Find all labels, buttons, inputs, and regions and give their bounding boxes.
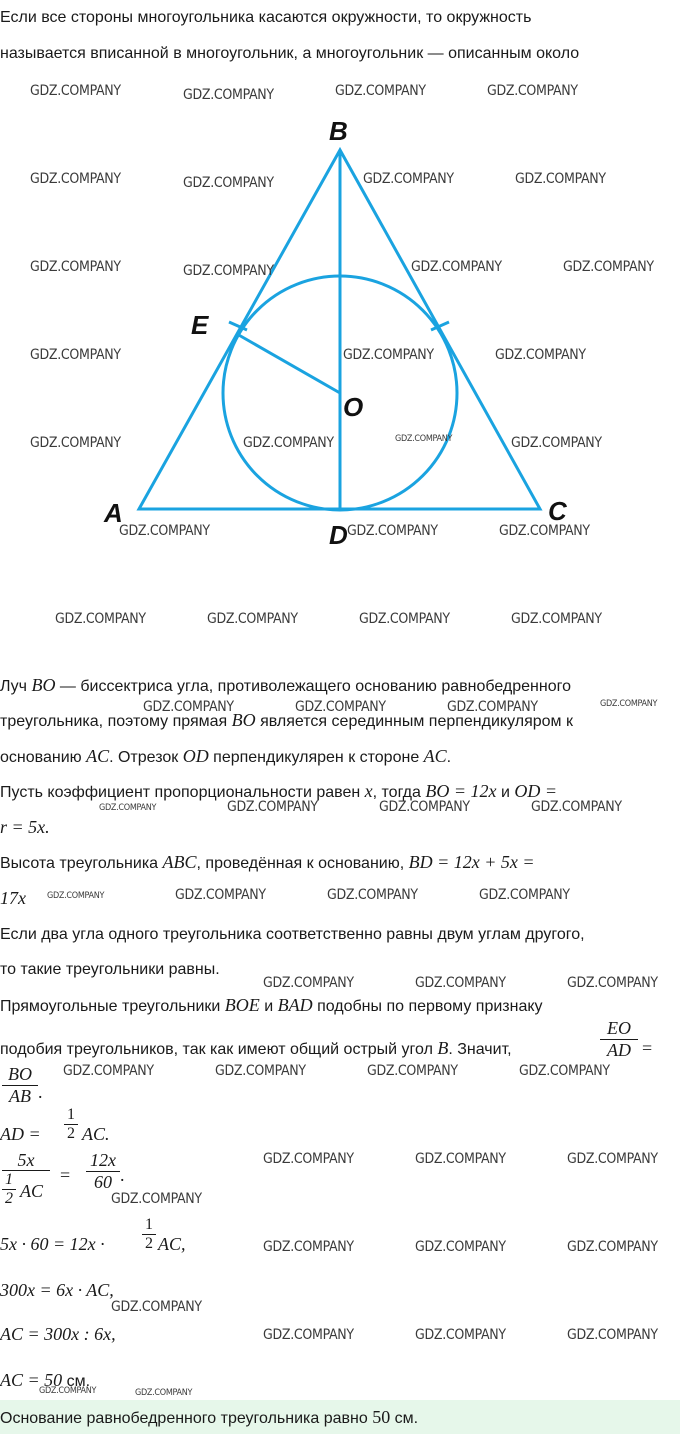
- watermark-text: GDZ.COMPANY: [415, 1327, 506, 1343]
- solution-line-4: Пусть коэффициент пропорциональности равен x, тогда BO = 12x и OD =: [0, 781, 557, 801]
- watermark-text: GDZ.COMPANY: [415, 975, 506, 991]
- eq3-right-fraction: 12x 60: [86, 1150, 120, 1193]
- watermark-text-small: GDZ.COMPANY: [47, 891, 105, 901]
- watermark-text: GDZ.COMPANY: [343, 347, 434, 363]
- fraction-eo-ad: EO AD: [600, 1018, 638, 1061]
- solution-line-10: Прямоугольные треугольники BOE и BAD подобны по первому признаку: [0, 995, 543, 1015]
- watermark-text: GDZ.COMPANY: [215, 1063, 306, 1079]
- watermark-text: GDZ.COMPANY: [175, 887, 266, 903]
- watermark-text: GDZ.COMPANY: [567, 975, 658, 991]
- watermark-text: GDZ.COMPANY: [30, 347, 121, 363]
- eq-ad-right: AC.: [82, 1124, 110, 1144]
- watermark-text: GDZ.COMPANY: [567, 1151, 658, 1167]
- eq6: AC = 300x : 6x,: [0, 1324, 116, 1344]
- watermark-text: GDZ.COMPANY: [499, 523, 590, 539]
- solution-line-3: основанию AC. Отрезок OD перпендикулярен к стороне AC.: [0, 746, 452, 766]
- watermark-text: GDZ.COMPANY: [487, 83, 578, 99]
- watermark-text: GDZ.COMPANY: [30, 83, 121, 99]
- watermark-text: GDZ.COMPANY: [519, 1063, 610, 1079]
- watermark-text: GDZ.COMPANY: [263, 1151, 354, 1167]
- label-b: B: [329, 116, 348, 146]
- fraction-bo-ab-tail: .: [38, 1082, 43, 1102]
- watermark-text: GDZ.COMPANY: [111, 1299, 202, 1315]
- watermark-text: GDZ.COMPANY: [183, 263, 274, 279]
- solution-line-11: подобия треугольников, так как имеют общий острый угол B. Значит,: [0, 1038, 512, 1058]
- watermark-text: GDZ.COMPANY: [327, 887, 418, 903]
- theorem-line-1: Если два угла одного треугольника соответственно равны двум углам другого,: [0, 926, 585, 943]
- watermark-text: GDZ.COMPANY: [367, 1063, 458, 1079]
- fraction-bo-ab: BO AB: [2, 1064, 38, 1107]
- label-o: O: [343, 392, 364, 422]
- watermark-text: GDZ.COMPANY: [295, 699, 386, 715]
- solution-line-7: 17x: [0, 888, 26, 908]
- answer-text: Основание равнобедренного треугольника равно 50 см.: [0, 1407, 419, 1427]
- watermark-text: GDZ.COMPANY: [263, 1327, 354, 1343]
- watermark-text: GDZ.COMPANY: [479, 887, 570, 903]
- eq-ad-half: 1 2: [64, 1106, 78, 1143]
- solution-line-2: треугольника, поэтому прямая BO является серединным перпендикуляром к: [0, 710, 573, 730]
- watermark-text-small: GDZ.COMPANY: [39, 1386, 97, 1396]
- watermark-text: GDZ.COMPANY: [347, 523, 438, 539]
- watermark-text: GDZ.COMPANY: [243, 435, 334, 451]
- watermark-text: GDZ.COMPANY: [359, 611, 450, 627]
- watermark-text: GDZ.COMPANY: [63, 1063, 154, 1079]
- intro-line-2: называется вписанной в многоугольник, а многоугольник — описанным около: [0, 45, 580, 62]
- watermark-text: GDZ.COMPANY: [119, 523, 210, 539]
- watermark-text-small: GDZ.COMPANY: [395, 434, 453, 444]
- watermark-text-small: GDZ.COMPANY: [135, 1388, 193, 1398]
- watermark-text: GDZ.COMPANY: [183, 175, 274, 191]
- eq3-tail: .: [120, 1165, 125, 1185]
- watermark-text-small: GDZ.COMPANY: [600, 699, 658, 709]
- watermark-text: GDZ.COMPANY: [30, 171, 121, 187]
- eq4-half: 1 2: [142, 1216, 156, 1253]
- eq4-right: AC,: [158, 1234, 186, 1254]
- eq4-left: 5x · 60 = 12x ·: [0, 1234, 105, 1254]
- watermark-text: GDZ.COMPANY: [30, 435, 121, 451]
- watermark-text: GDZ.COMPANY: [415, 1151, 506, 1167]
- watermark-text: GDZ.COMPANY: [363, 171, 454, 187]
- watermark-text: GDZ.COMPANY: [143, 699, 234, 715]
- label-a: A: [104, 498, 123, 528]
- watermark-text: GDZ.COMPANY: [111, 1191, 202, 1207]
- solution-line-5: r = 5x.: [0, 817, 50, 837]
- watermark-text: GDZ.COMPANY: [30, 259, 121, 275]
- segment-oe: [237, 334, 340, 393]
- watermark-text: GDZ.COMPANY: [447, 699, 538, 715]
- watermark-text: GDZ.COMPANY: [227, 799, 318, 815]
- watermark-text: GDZ.COMPANY: [511, 435, 602, 451]
- watermark-text-small: GDZ.COMPANY: [99, 803, 157, 813]
- eq7: AC = 50 см.: [0, 1370, 91, 1390]
- intro-line-1: Если все стороны многоугольника касаются окружности, то окружность: [0, 9, 532, 26]
- watermark-text: GDZ.COMPANY: [183, 87, 274, 103]
- watermark-text: GDZ.COMPANY: [335, 83, 426, 99]
- watermark-text: GDZ.COMPANY: [55, 611, 146, 627]
- watermark-text: GDZ.COMPANY: [379, 799, 470, 815]
- watermark-text: GDZ.COMPANY: [563, 259, 654, 275]
- watermark-text: GDZ.COMPANY: [567, 1327, 658, 1343]
- eq3-left-fraction: 5x 1 2 AC: [2, 1150, 50, 1215]
- watermark-text: GDZ.COMPANY: [531, 799, 622, 815]
- label-e: E: [191, 310, 209, 340]
- watermark-text: GDZ.COMPANY: [415, 1239, 506, 1255]
- watermark-text: GDZ.COMPANY: [263, 1239, 354, 1255]
- triangle-figure: [0, 60, 680, 580]
- watermark-text: GDZ.COMPANY: [567, 1239, 658, 1255]
- eq-ad-left: AD =: [0, 1124, 41, 1144]
- watermark-text: GDZ.COMPANY: [495, 347, 586, 363]
- eq3-eq: =: [60, 1165, 71, 1185]
- watermark-text: GDZ.COMPANY: [515, 171, 606, 187]
- solution-line-1: Луч BO — биссектриса угла, противолежащего основанию равнобедренного: [0, 675, 571, 695]
- watermark-text: GDZ.COMPANY: [263, 975, 354, 991]
- watermark-text: GDZ.COMPANY: [207, 611, 298, 627]
- solution-line-6: Высота треугольника ABC, проведённая к основанию, BD = 12x + 5x =: [0, 852, 535, 872]
- eq5: 300x = 6x · AC,: [0, 1280, 114, 1300]
- fraction-eq: =: [642, 1038, 653, 1058]
- label-d: D: [329, 520, 348, 550]
- watermark-text: GDZ.COMPANY: [511, 611, 602, 627]
- theorem-line-2: то такие треугольники равны.: [0, 961, 220, 978]
- watermark-text: GDZ.COMPANY: [411, 259, 502, 275]
- label-c: C: [548, 496, 567, 526]
